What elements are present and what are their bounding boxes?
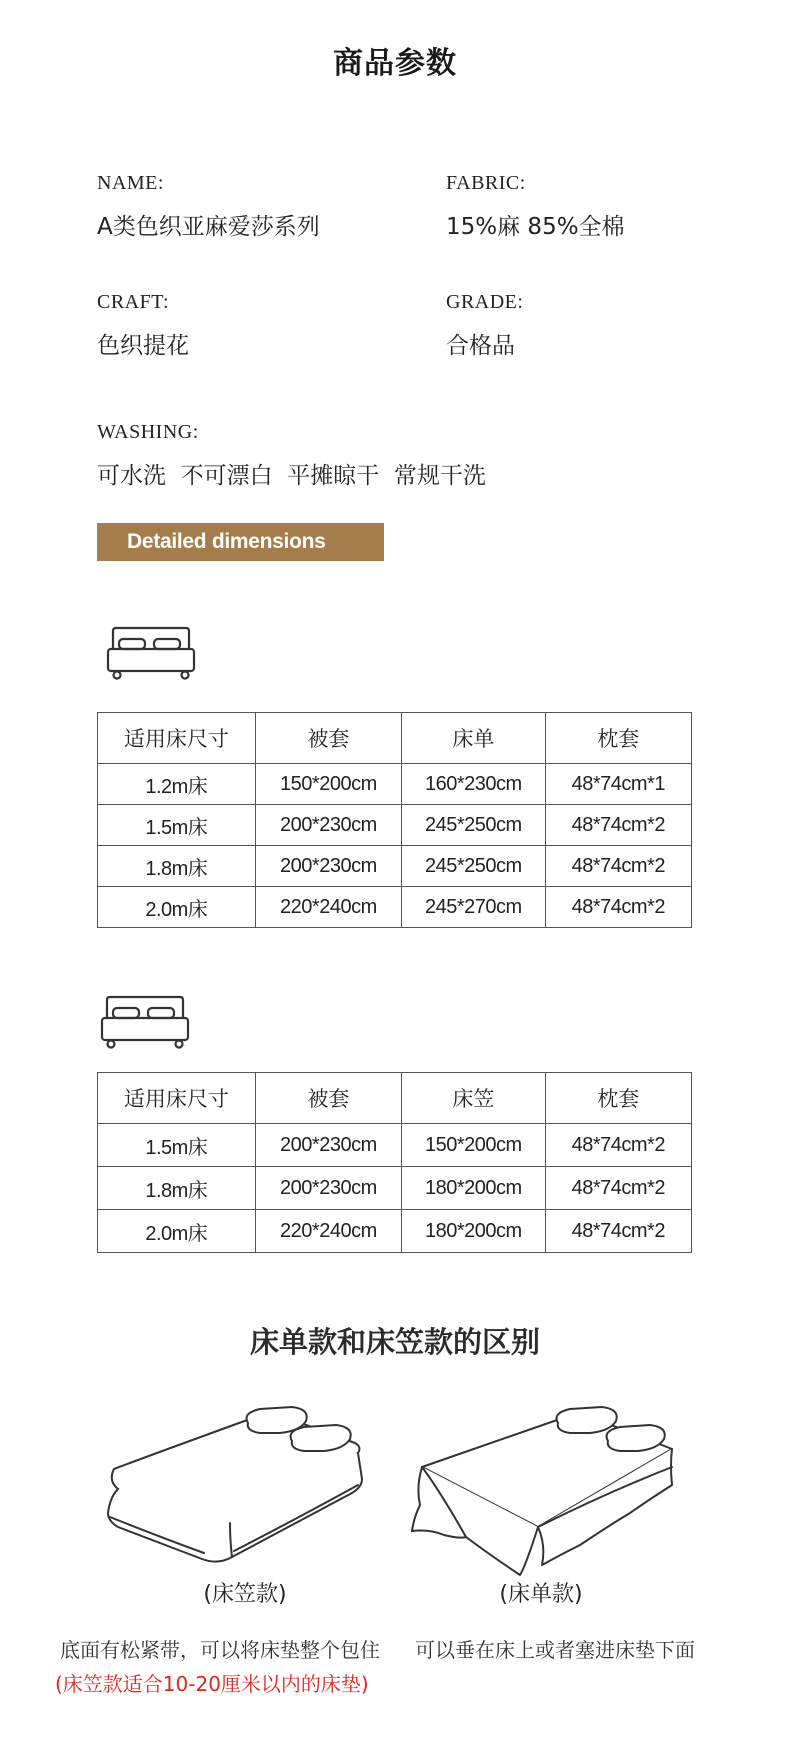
washing-value: 可水洗 不可漂白 平摊晾干 常规干洗 [97, 463, 486, 489]
flat-sheet-illustration [410, 1405, 690, 1584]
table-cell: 48*74cm*2 [545, 846, 691, 887]
table-cell: 160*230cm [402, 764, 545, 805]
table-cell: 200*230cm [255, 846, 401, 887]
name-label: NAME: [97, 172, 164, 194]
fitted-note-red: (床笠款适合10-20厘米以内的床垫) [55, 1672, 369, 1696]
table-cell: 48*74cm*2 [545, 1210, 691, 1253]
fitted-caption: (床笠款) [203, 1582, 287, 1607]
bed-icon [105, 625, 197, 685]
table-cell: 2.0m床 [98, 1210, 256, 1253]
flat-caption: (床单款) [499, 1582, 583, 1607]
fitted-note: 底面有松紧带，可以将床垫整个包住 [60, 1638, 380, 1662]
table-cell: 1.5m床 [98, 805, 256, 846]
table-cell: 220*240cm [255, 887, 401, 928]
header-fitted-sheet: 床笠 [402, 1073, 545, 1124]
table-cell: 200*230cm [255, 805, 401, 846]
dimensions-table-fitted [97, 1072, 692, 1253]
table-cell: 1.8m床 [98, 1167, 256, 1210]
craft-label: CRAFT: [97, 291, 170, 313]
table-cell: 48*74cm*1 [545, 764, 691, 805]
table-cell: 1.2m床 [98, 764, 256, 805]
table-row [98, 1210, 692, 1253]
table-row [98, 805, 692, 846]
grade-value: 合格品 [446, 333, 515, 359]
table-cell: 245*250cm [402, 846, 545, 887]
table-row [98, 1167, 692, 1210]
table-cell: 180*200cm [402, 1167, 545, 1210]
table-cell: 48*74cm*2 [545, 887, 691, 928]
name-value: A类色织亚麻爱莎系列 [97, 214, 320, 240]
table-cell: 48*74cm*2 [545, 1124, 691, 1167]
table-header-row [98, 1073, 692, 1124]
table-cell: 245*250cm [402, 805, 545, 846]
table-cell: 245*270cm [402, 887, 545, 928]
table-cell: 2.0m床 [98, 887, 256, 928]
fabric-label: FABRIC: [446, 172, 526, 194]
dimensions-table-flat [97, 712, 692, 928]
table-cell: 48*74cm*2 [545, 1167, 691, 1210]
header-duvet: 被套 [255, 1073, 401, 1124]
table-row [98, 764, 692, 805]
fitted-sheet-illustration [100, 1405, 370, 1569]
table-row [98, 887, 692, 928]
header-bed-size: 适用床尺寸 [98, 713, 256, 764]
grade-label: GRADE: [446, 291, 524, 313]
table-cell: 150*200cm [402, 1124, 545, 1167]
table-cell: 180*200cm [402, 1210, 545, 1253]
page-title: 商品参数 [333, 46, 457, 81]
bed-icon [99, 994, 191, 1054]
table-row [98, 1124, 692, 1167]
header-bed-size: 适用床尺寸 [98, 1073, 256, 1124]
table-cell: 1.5m床 [98, 1124, 256, 1167]
table-cell: 150*200cm [255, 764, 401, 805]
table-row [98, 846, 692, 887]
flat-note: 可以垂在床上或者塞进床垫下面 [415, 1638, 695, 1662]
table-cell: 200*230cm [255, 1167, 401, 1210]
dimensions-banner: Detailed dimensions [97, 523, 384, 561]
difference-title: 床单款和床笠款的区别 [249, 1325, 540, 1359]
table-cell: 48*74cm*2 [545, 805, 691, 846]
fabric-value: 15%麻 85%全棉 [446, 214, 625, 240]
table-cell: 200*230cm [255, 1124, 401, 1167]
table-header-row [98, 713, 692, 764]
craft-value: 色织提花 [97, 333, 189, 359]
washing-label: WASHING: [97, 421, 199, 443]
table-cell: 220*240cm [255, 1210, 401, 1253]
table-cell: 1.8m床 [98, 846, 256, 887]
header-sheet: 床单 [402, 713, 545, 764]
header-pillowcase: 枕套 [545, 1073, 691, 1124]
header-duvet: 被套 [255, 713, 401, 764]
header-pillowcase: 枕套 [545, 713, 691, 764]
